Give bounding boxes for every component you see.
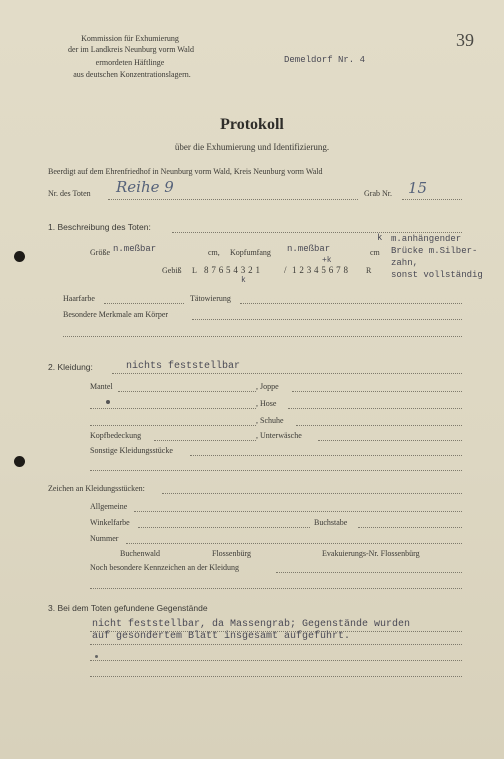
gebiss-r: R <box>366 266 372 275</box>
gebiss-separator: / <box>284 265 287 275</box>
section-1-heading: 1. Beschreibung des Toten: <box>48 222 151 232</box>
gegenstaende-dotted-line-4 <box>90 676 462 677</box>
hose-label: , Hose <box>256 399 277 408</box>
kopfbedeckung-dotted-line <box>154 440 256 441</box>
noch-dotted-line-2 <box>90 588 462 589</box>
unterwaesche-label: , Unterwäsche <box>256 431 302 440</box>
kopfumfang-label: Kopfumfang <box>230 248 271 257</box>
zeichen-heading: Zeichen an Kleidungsstücken: <box>48 484 145 493</box>
gegenstaende-dotted-line-3 <box>90 660 462 661</box>
gebiss-k-below: k <box>241 276 246 285</box>
reference-number: Demeldorf Nr. 4 <box>284 55 366 65</box>
gegenstaende-dotted-line-2 <box>90 644 462 645</box>
groesse-value: n.meßbar <box>113 244 157 254</box>
zeichen-dotted-line <box>162 493 462 494</box>
schuhe-label: , Schuhe <box>256 416 284 425</box>
noch-dotted-line <box>276 572 462 573</box>
section-2-heading: 2. Kleidung: <box>48 362 93 372</box>
gebiss-k-above: +k <box>322 256 332 265</box>
teeth-note-3: zahn, <box>391 258 419 268</box>
merkmale-dotted-line <box>192 319 462 320</box>
teeth-note-1: m.anhängender <box>391 234 462 244</box>
winkelfarbe-label: Winkelfarbe <box>90 518 130 527</box>
page-title: Protokoll <box>220 116 284 133</box>
flossenbuerg-label: Flossenbürg <box>212 549 251 558</box>
evakuierungs-label: Evakuierungs-Nr. Flossenbürg <box>322 549 420 558</box>
haarfarbe-label: Haarfarbe <box>63 294 95 303</box>
schuhe-left-dotted-line <box>90 425 256 426</box>
hose-dotted-line <box>288 408 462 409</box>
mantel-dotted-line <box>118 391 256 392</box>
mantel-label: Mantel <box>90 382 113 391</box>
section-1-dotted-line <box>172 232 462 233</box>
grab-value: 15 <box>408 179 428 197</box>
allgemeine-dotted-line <box>134 511 462 512</box>
haarfarbe-dotted-line <box>104 303 184 304</box>
joppe-label: , Joppe <box>256 382 279 391</box>
teeth-k-mark: k <box>377 233 383 243</box>
gegenstaende-line-1: nicht feststellbar, da Massengrab; Gegenstände wurden <box>92 619 411 630</box>
punch-hole-bottom <box>14 456 25 467</box>
nr-dotted-line <box>108 199 358 200</box>
cm-label-2: cm <box>370 248 380 257</box>
gebiss-left-teeth: 8 7 6 5 4 3 2 1 <box>204 265 261 275</box>
buchstabe-dotted-line <box>358 527 462 528</box>
kopfumfang-value: n.meßbar <box>287 244 331 254</box>
groesse-label: Größe <box>90 248 110 257</box>
ink-dot <box>106 400 110 404</box>
grab-dotted-line <box>402 199 462 200</box>
merkmale-label: Besondere Merkmale am Körper <box>63 310 169 319</box>
nummer-label: Nummer <box>90 534 119 543</box>
commission-line-2: der im Landkreis Neunburg vorm Wald <box>68 45 194 54</box>
schuhe-dotted-line <box>296 425 462 426</box>
page-subtitle: über die Exhumierung und Identifizierung. <box>174 142 330 152</box>
nr-value: Reihe 9 <box>116 178 174 196</box>
cm-label-1: cm, <box>208 248 220 257</box>
commission-line-1: Kommission für Exhumierung <box>81 34 179 43</box>
teeth-note-2: Brücke m.Silber- <box>391 246 478 256</box>
section-3-heading: 3. Bei dem Toten gefundene Gegenstände <box>48 603 208 613</box>
teeth-note-4: sonst vollständig <box>391 270 483 280</box>
gebiss-label: Gebiß <box>162 266 182 275</box>
gebiss-right-teeth: 1 2 3 4 5 6 7 8 <box>292 265 349 275</box>
kleidung-value: nichts feststellbar <box>126 361 241 372</box>
winkelfarbe-dotted-line <box>138 527 310 528</box>
grab-label: Grab Nr. <box>364 189 392 198</box>
commission-line-3: ermordeten Häftlinge <box>95 58 165 67</box>
commission-line-4: aus deutschen Konzentrationslagern. <box>73 70 191 79</box>
punch-hole-top <box>14 251 25 262</box>
sonstige-dotted-line-2 <box>90 470 462 471</box>
buchenwald-label: Buchenwald <box>120 549 160 558</box>
joppe-dotted-line <box>292 391 462 392</box>
sonstige-dotted-line <box>190 455 462 456</box>
page-number: 39 <box>456 30 474 50</box>
kleidung-dotted-line <box>112 373 462 374</box>
noch-label: Noch besondere Kennzeichen an der Kleidung <box>90 563 240 572</box>
kopfbedeckung-label: Kopfbedeckung <box>90 431 142 440</box>
gebiss-l: L <box>192 266 197 275</box>
nummer-dotted-line <box>126 543 462 544</box>
unterwaesche-dotted-line <box>318 440 462 441</box>
allgemeine-label: Allgemeine <box>90 502 128 511</box>
burial-line: Beerdigt auf dem Ehrenfriedhof in Neunburg vorm Wald, Kreis Neunburg vorm Wald <box>48 167 323 176</box>
buchstabe-label: Buchstabe <box>314 518 348 527</box>
nr-label: Nr. des Toten <box>48 189 91 198</box>
merkmale-dotted-line-2 <box>63 336 462 337</box>
hose-left-dotted-line <box>90 408 256 409</box>
gegenstaende-line-2: auf gesondertem Blatt insgesamt aufgeführt. <box>92 631 351 642</box>
taetowierung-dotted-line <box>240 303 462 304</box>
ink-dot-small <box>95 655 98 658</box>
sonstige-label: Sonstige Kleidungsstücke <box>90 446 173 455</box>
taetowierung-label: Tätowierung <box>190 294 231 303</box>
